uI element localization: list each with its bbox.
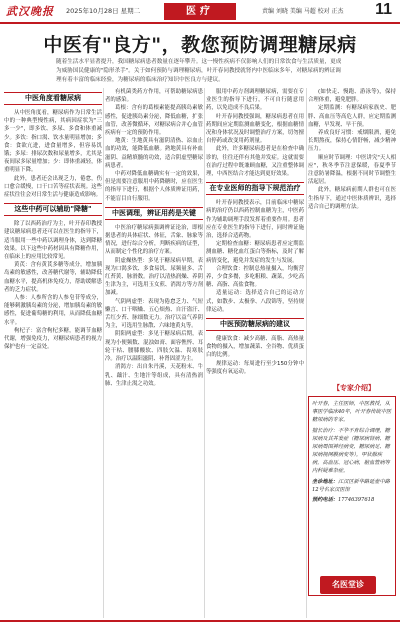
header-rule: [0, 22, 400, 24]
paragraph: 地黄：生地黄具有滋阴清热、凉血止血的功效，能降低血糖。熟地黄具有补血滋阴、益精填髓的功效，适合阴虚型糖尿病患者。: [105, 138, 203, 169]
paragraph: 定期检查血糖：糖尿病患者应定期监测血糖、糖化血红蛋白等指标，及时了解病情变化，避免并发症的发生与发展。: [206, 241, 304, 264]
location-value: 江汉区新华路延壶中路12号名家汉医馆: [312, 479, 390, 493]
paragraph: 此外，患者还会出现乏力，倦怠，伤口愈合缓慢，口干口苦等症状表现。这些症状往往会对日常生活与健康造成影响。: [4, 175, 102, 199]
article-column-2: [105, 88, 203, 620]
article-column-4: [308, 88, 396, 380]
paragraph: 顺应时节调理：中医讲究"天人相应"，秋冬季节注意保暖，春夏季节注意防暑降温，根据不同时节调整生活起居。: [308, 154, 396, 186]
paragraph: 中医治疗糖尿病强调辨证论治，即根据患者的具体症状、体征，舌象、脉象等情况，进行综合分析，判断疾病的证型，从而制定个性化的治疗方案。: [105, 224, 203, 256]
column-divider: [103, 88, 104, 618]
paragraph: 适量运动：选择适合自己的运动方式，如散步、太极拳、八段锦等，坚持规律运动。: [206, 290, 304, 313]
paragraph: 葛根：含有的葛根素能提高胰岛素敏感性，促进胰岛素分泌，降低血糖，扩张血管，改善微循环，对糖尿病合并心血管疾病有一定的预防作用。: [105, 105, 203, 137]
paragraph: 枸杞子：富含枸杞多糖，能调节血糖代谢，增强免疫力，对糖尿病患者的视力保护也有一定益处。: [4, 327, 102, 351]
column-divider: [306, 88, 307, 618]
subheading: 这些中药可以辅助"降糖": [4, 203, 102, 216]
paragraph: 黄芪：含有黄芪多糖等成分，增加胰岛素的敏感性，改善糖代谢等，辅助降低血糖水平，提高机体免疫力，帮助缓解患者的乏力症状。: [4, 262, 102, 293]
expert-intro-label: 【专家介绍】: [333, 384, 375, 392]
subheading: 中医预防糖尿病的建议: [206, 318, 304, 331]
paragraph: 中药对降低血糖确实有一定的效果，但是需要注意服用中药降糖时，应在医生的指导下进行，根据个人体质辨证用药，不能盲目自行服用。: [105, 171, 203, 202]
expert-skills: 擅长治疗：不孕不育综合调理，糖尿病及其并发症（糖尿病肾病、糖尿病周围神经病变、糖尿病足、糖尿病视网膜病变等），甲状腺疾病，高血压、冠心病，脑血管病等内科疑难杂症。: [312, 428, 390, 474]
paragraph: 除了以西药治疗为主，叶开春印教授建议糖尿病患者还可以在医生的指导下，适当服用一些中药以调理身体，达到降糖效果。以下这些中药材因具有降糖作用，在临床上的应用比较常见。: [4, 221, 102, 261]
paragraph: 阴虚燥热型：多见于糖尿病早期，表现为口渴多饮、多食易饥、尿频量多、舌红苔黄、脉滑数。治疗以清热润燥、养阴生津为主，可选用玉女煎、消渴方等方剂加减。: [105, 257, 203, 297]
clinic-stamp: 名医堂诊: [320, 576, 376, 594]
paragraph: 健康饮食：减少高糖、高脂、高热量食物的摄入，增加蔬菜、全谷物、优质蛋白的比例。: [206, 336, 304, 359]
paragraph: 合理饮食：控制总热量摄入，均衡营养，少食多餐，多吃粗粮、蔬菜，少吃高糖、高脂、高盐食物。: [206, 265, 304, 289]
newspaper-logo: 武汉晚报: [6, 5, 54, 18]
expert-name-line: 叶开春，主任医师，中医教授，从事医学临床40年，叶开春传统中医糖尿病的专家。: [312, 401, 392, 423]
section-banner: 医疗: [164, 3, 236, 20]
paragraph: 养成良好习惯：戒烟限酒，避免长期熬夜，保持心情舒畅，减少精神压力。: [308, 130, 396, 153]
editor-credits: 责编 刘晓 美编 马超 校对 正杰: [262, 8, 344, 15]
subheading: 中医调理，辨证用药是关键: [105, 207, 203, 220]
paragraph: 定期监测：有糖尿病家族史、肥胖、高血压等高危人群，应定期监测血糖，早发现、早干预。: [308, 105, 396, 128]
phone-value: 17746397618: [337, 497, 375, 503]
subheading: 在专业医师的指导下规范治疗: [206, 182, 304, 195]
expert-location: [312, 478, 392, 494]
issue-date: 2025年10月28日 星期二: [66, 7, 141, 15]
article-lede: 随着生活水平显著提升，我国糖尿病患者数量在逐年攀升。这一慢性疾病不仅影响人们的日常饮食与生活质量，更成为威胁国民健康的"隐形杀手"。关于如何预防与调理糖尿病，叶开春同教授就肾内中医临床多年，对糖尿病的辨证调理有着丰富的临床经验，为糖尿病的临床治疗知识中医良方与建议。: [56, 59, 342, 83]
footer-rule: [0, 620, 400, 622]
paragraph: 人参：人参所含的人参皂苷等成分，能够刺激胰岛素的分泌，增加胰岛素的敏感性，促进葡萄糖的利用，从而降低血糖水平。: [4, 295, 102, 326]
paragraph: 叶开春同教授强调，糖尿病患者在用药期间应定期监测血糖变化，根据血糖情况和身体状况及时调整治疗方案，切勿擅自停药或改变用药剂量。: [206, 113, 304, 145]
paragraph: 此外，糖尿病前期人群也可在医生指导下，通过中医体质辨识，选择适合自己的调理方法。: [308, 187, 396, 210]
expert-intro-box: [308, 396, 396, 596]
paragraph: 消渴方：出自朱丹溪，天花粉末、牛乳、藕汁、生地汁等组成，具有清热润肺、生津止渴之功效。: [105, 364, 203, 387]
page-number: 11: [375, 1, 392, 18]
paragraph: 有机菌类药方作用，可帮助糖尿病患者的感染。: [105, 89, 203, 104]
paragraph: 气阴两虚型：表现为倦怠乏力、气短懒言、口干咽燥、五心烦热、自汗盗汗、舌红少苔、脉细数无力。治疗以益气养阴为主，可选用生脉散、六味地黄丸等。: [105, 298, 203, 330]
phone-label: 预约电话：: [312, 497, 338, 503]
expert-phone: [312, 496, 392, 504]
article-column-3: [206, 88, 304, 620]
column-divider: [204, 88, 205, 618]
paragraph: 阴阳两虚型：多见于糖尿病后期，表现为小便频数、混浊如膏、面容憔悴、耳轮干枯、腰膝酸软、四肢欠温、畏寒肢冷。治疗以温阳滋阴、补肾固涩为主。: [105, 331, 203, 363]
subheading: 中医角度看糖尿病: [4, 92, 102, 105]
location-label: 坐诊地址：: [312, 479, 338, 485]
article-headline: 中医有"良方"，教您预防调理糖尿病: [43, 34, 357, 56]
paragraph: (如快走、慢跑、游泳等)，保持合理体重，避免肥胖。: [308, 89, 396, 104]
article-column-1: [4, 88, 102, 620]
paragraph: 从中医角度看，糖尿病作为日常生活中的一种典型慢性病，其病因症状为"三多一少"，即多饮、多尿、多食和体重减少。多饮：指口渴、饮水量明显增加；多食：食欲亢进，进食量增多，但容易饥饿；多尿：排尿次数和尿量增多，尤其是夜间尿多尿量增加；少：即体重减轻，体重明显下降。: [4, 110, 102, 174]
paragraph: 叶开春同教授表示，目前临床中糖尿病的治疗仍以西药控制血糖为主，中医药作为辅助调理手段发挥着重要作用。患者应在专业医生的指导下进行，同时辨证施治，选择合适药物。: [206, 200, 304, 240]
paragraph: 服用中药方剂调理糖尿病，需要在专业医生的指导下进行，不可自行随意用药，以免造成不良后果。: [206, 89, 304, 112]
paragraph: 此外，许多糖尿病患者是在检查中确诊的，往往还伴有其他并发症。这就需要在治疗过程中既兼顾血糖，又注重整体调理，中西医结合才能达到更好效果。: [206, 146, 304, 178]
paragraph: 规律运动：每周进行至少150分钟中等强度有氧运动。: [206, 360, 304, 375]
